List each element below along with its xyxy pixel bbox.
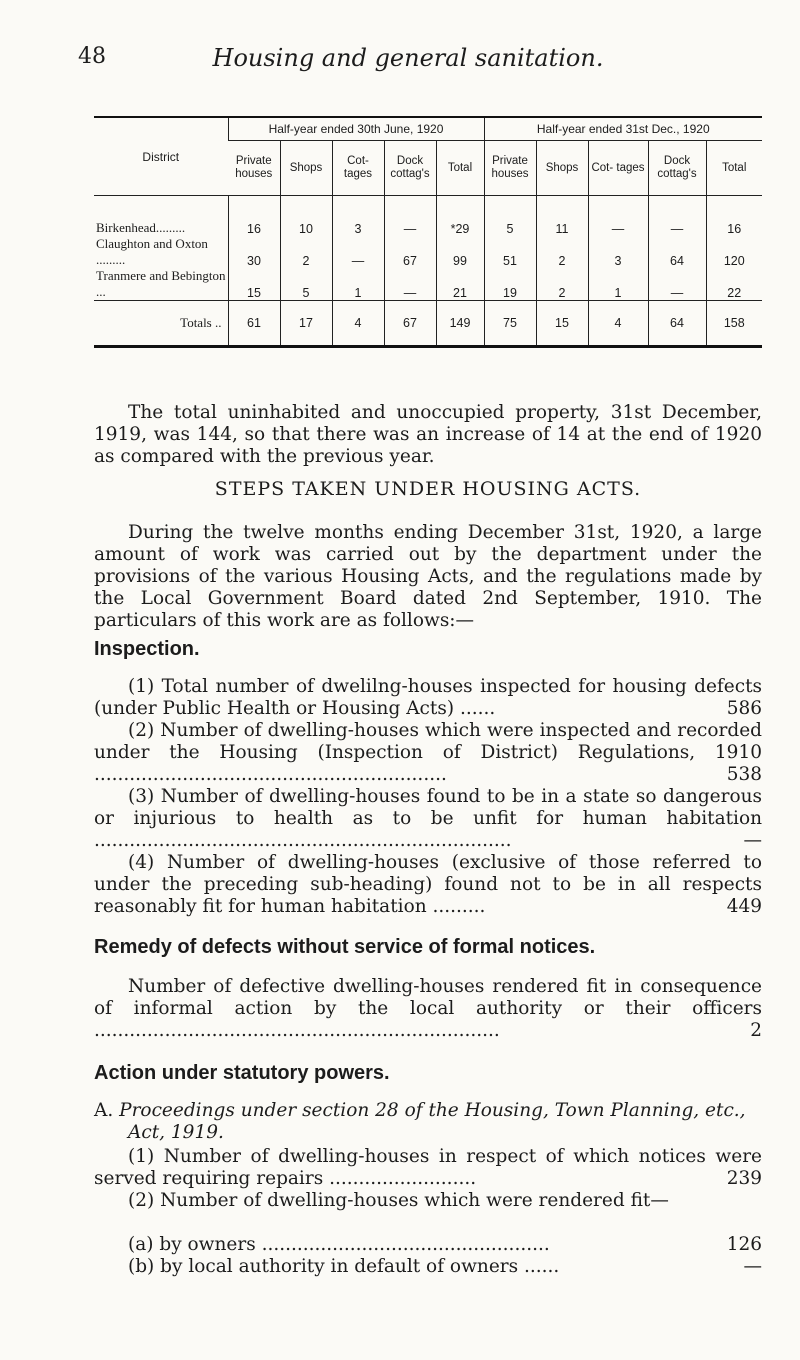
table-cell: 11 xyxy=(536,196,588,237)
table-cell: 15 xyxy=(228,268,280,301)
col-header: Cot- tages xyxy=(332,141,384,196)
col-header: Total xyxy=(436,141,484,196)
table-cell: 1 xyxy=(332,268,384,301)
action-item-2a: (a) by owners ................................................. 126 xyxy=(128,1234,762,1255)
col-header: Private houses xyxy=(484,141,536,196)
action-item-1: (1) Number of dwelling-houses in respect of which notices were served requiring repairs ......................... 239 xyxy=(94,1146,762,1189)
inspection-value-2: 538 xyxy=(726,764,762,785)
inspection-item-1: (1) Total number of dwelilng-houses inspected for housing defects (under Public Health or Housing Acts) ...... 586 xyxy=(94,676,762,719)
inspection-item-2: (2) Number of dwelling-houses which were inspected and recorded under the Housing (Inspection of District) Regulations, 1910 ............................................................ 538 xyxy=(94,720,762,785)
intro-paragraph: The total uninhabited and unoccupied property, 31st December, 1919, was 144, so that there was an increase of 14 at the end of 1920 as compared with the previous year. xyxy=(94,402,762,467)
action-item-2: (2) Number of dwelling-houses which were rendered fit— xyxy=(128,1190,669,1211)
table-cell: 3 xyxy=(588,236,648,268)
table-cell: 4 xyxy=(588,301,648,347)
table-cell: 5 xyxy=(484,196,536,237)
proceedings-title: Proceedings under section 28 of the Housing, Town Planning, etc., Act, 1919. xyxy=(119,1100,746,1143)
steps-paragraph: During the twelve months ending December 31st, 1920, a large amount of work was carried out by the department under the provisions of the various Housing Acts, and the regulations made by the Local Government Board dated 2nd September, 1910. The particulars of this work are as follows:— xyxy=(94,522,762,631)
table-cell: 75 xyxy=(484,301,536,347)
inspection-value-3: — xyxy=(743,830,762,851)
district-name: Claughton and Oxton ......... xyxy=(96,236,208,267)
table-cell: 21 xyxy=(436,268,484,301)
table-cell: 99 xyxy=(436,236,484,268)
totals-row xyxy=(94,301,762,347)
table-cell: — xyxy=(588,196,648,237)
action-value-1: 239 xyxy=(726,1168,762,1189)
col-header: Dock cottag's xyxy=(648,141,706,196)
totals-label: Totals .. xyxy=(94,301,228,347)
running-title: Housing and general sanitation. xyxy=(212,44,604,72)
col-header: Shops xyxy=(536,141,588,196)
district-name: Tranmere and Bebington ... xyxy=(96,268,226,299)
remedy-item: Number of defective dwelling-houses rendered fit in consequence of informal action by the local authority or their officers ..................................................................... 2 xyxy=(94,976,762,1041)
inspection-heading: Inspection. xyxy=(94,638,200,660)
table-cell: *29 xyxy=(436,196,484,237)
table-row xyxy=(94,268,762,301)
page-number: 48 xyxy=(78,44,106,69)
inspection-item-4: (4) Number of dwelling-houses (exclusive of those referred to under the preceding sub-heading) found not to be in all respects reasonably fit for human habitation ......... 449 xyxy=(94,852,762,917)
inspection-value-4: 449 xyxy=(726,896,762,917)
steps-heading: STEPS TAKEN UNDER HOUSING ACTS. xyxy=(214,478,642,500)
table-cell: 64 xyxy=(648,236,706,268)
table-cell: — xyxy=(648,196,706,237)
proceedings-label: A. xyxy=(94,1100,114,1121)
table-cell: 64 xyxy=(648,301,706,347)
table-cell: — xyxy=(332,236,384,268)
table-cell: 19 xyxy=(484,268,536,301)
district-header: District xyxy=(94,117,228,196)
table-cell: 3 xyxy=(332,196,384,237)
table-cell: 17 xyxy=(280,301,332,347)
col-header: Shops xyxy=(280,141,332,196)
action-value-2a: 126 xyxy=(726,1234,762,1255)
table-cell: 2 xyxy=(536,236,588,268)
district-name: Birkenhead......... xyxy=(94,196,228,237)
table-cell: 61 xyxy=(228,301,280,347)
table-cell: — xyxy=(384,268,436,301)
table-row xyxy=(94,196,762,237)
table-cell: 2 xyxy=(280,236,332,268)
table-cell: 51 xyxy=(484,236,536,268)
table-row xyxy=(94,236,762,268)
remedy-heading: Remedy of defects without service of formal notices. xyxy=(94,936,596,958)
housing-table xyxy=(94,116,762,348)
period2-header: Half-year ended 31st Dec., 1920 xyxy=(484,117,762,141)
table-cell: 5 xyxy=(280,268,332,301)
table-cell: 4 xyxy=(332,301,384,347)
table-cell: — xyxy=(384,196,436,237)
page-header xyxy=(78,44,738,74)
table-cell: 149 xyxy=(436,301,484,347)
table-cell: 30 xyxy=(228,236,280,268)
inspection-value-1: 586 xyxy=(726,698,762,719)
table-cell: 15 xyxy=(536,301,588,347)
table-cell: 1 xyxy=(588,268,648,301)
table-cell: 158 xyxy=(706,301,762,347)
inspection-item-3: (3) Number of dwelling-houses found to be in a state so dangerous or injurious to health as to be unfit for human habitation ....................................................................... — xyxy=(94,786,762,851)
table-cell: 2 xyxy=(536,268,588,301)
table-cell: 16 xyxy=(228,196,280,237)
col-header: Total xyxy=(706,141,762,196)
period1-header: Half-year ended 30th June, 1920 xyxy=(228,117,484,141)
table-cell: — xyxy=(648,268,706,301)
table-cell: 120 xyxy=(706,236,762,268)
col-header: Dock cottag's xyxy=(384,141,436,196)
proceedings-heading xyxy=(94,1100,762,1144)
table-cell: 67 xyxy=(384,301,436,347)
remedy-value: 2 xyxy=(750,1020,762,1041)
table-cell: 16 xyxy=(706,196,762,237)
action-heading: Action under statutory powers. xyxy=(94,1062,390,1084)
col-header: Private houses xyxy=(228,141,280,196)
table-cell: 22 xyxy=(706,268,762,301)
action-value-2b: — xyxy=(743,1256,762,1277)
table-cell: 10 xyxy=(280,196,332,237)
col-header: Cot- tages xyxy=(588,141,648,196)
action-item-2b: (b) by local authority in default of owners ...... — xyxy=(128,1256,762,1277)
table-cell: 67 xyxy=(384,236,436,268)
